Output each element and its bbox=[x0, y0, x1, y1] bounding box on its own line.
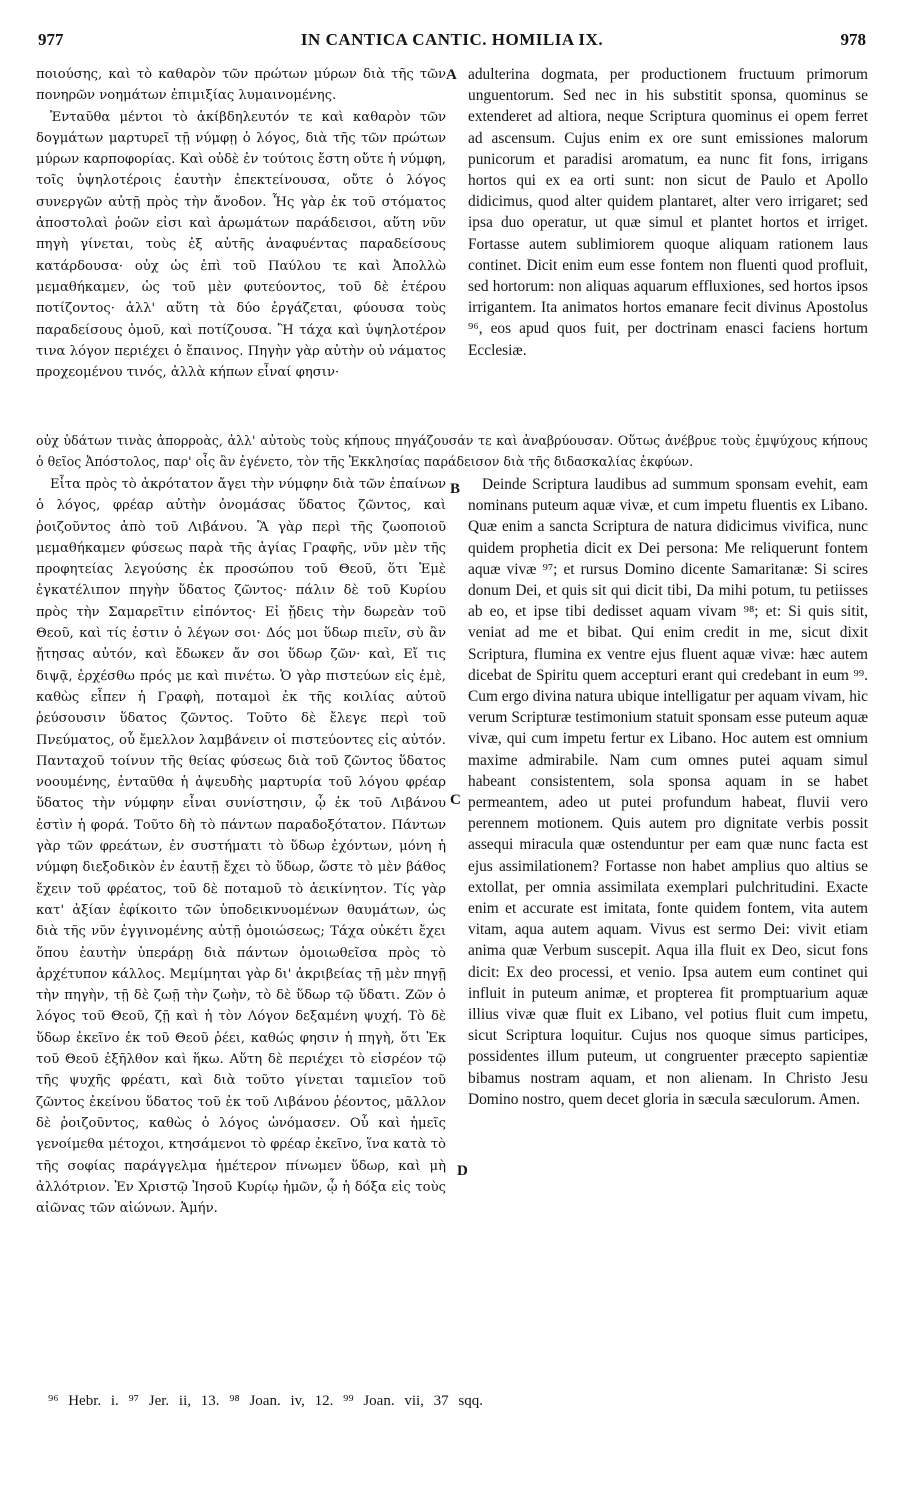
footnotes: ⁹⁶ Hebr. i. ⁹⁷ Jer. ii, 13. ⁹⁸ Joan. iv, 12. ⁹⁹ Joan. vii, 37 sqq. bbox=[48, 1393, 484, 1409]
running-title: IN CANTICA CANTIC. HOMILIA IX. bbox=[300, 30, 604, 49]
page-number-right: 978 bbox=[840, 30, 866, 49]
margin-marker-a: A bbox=[446, 67, 457, 83]
greek-column-section-2 bbox=[36, 474, 446, 1219]
full-width-greek-text: οὐχ ὑδάτων τινὰς ἀπορροὰς, ἀλλ' αὐτοὺς τοὺς κήπους πηγάζουσάν τε καὶ ἀναβρύουσαν. Οὕτως ἀνέβρυε τοὺς ἐμψύχους κήπους ὁ θεῖος Ἀπόστολος, παρ' οἷς ἂν ἐγένετο, τὸν τῆς Ἐκκλησίας παράδεισον διὰ τῆς διδασκαλίας ἐκφύων. bbox=[36, 433, 868, 469]
page-header bbox=[38, 30, 866, 56]
greek-column-section-1 bbox=[36, 64, 446, 383]
page-number-left: 977 bbox=[38, 30, 64, 49]
greek-paragraph-1: ποιούσης, καὶ τὸ καθαρὸν τῶν πρώτων μύρων διὰ τῆς τῶν πονηρῶν νοημάτων ἐπιμιξίας λυμαινομένης. bbox=[36, 67, 446, 104]
latin-column-section-2 bbox=[468, 474, 868, 1110]
margin-marker-b: B bbox=[450, 481, 461, 497]
latin-paragraph-2: Deinde Scriptura laudibus ad summum sponsam evehit, eam nominans puteum aquæ vivæ, et cum impetu fluentis ex Libano. Quæ enim a sancta Scriptura de natura didicimus vivifica, nunc quidem prophetia dicit ex Dei persona: Me reliquerunt fontem aquæ vivæ ⁹⁷; et rursus Domino dicente Samaritanæ: Si scires donum Dei, et quis sit qui dicit tibi, Da mihi potum, tu petiisses ab eo, et ipse tibi dedisset aquam vivam ⁹⁸; et: Si quis sitit, veniat ad me et bibat. Qui enim credit in me, sicut dixit Scriptura, flumina ex ventre ejus fluent aquæ vivæ: hæc autem dicebat de Spiritu quem accepturi erant qui credebant in eum ⁹⁹. Cum ergo divina natura ubique intelligatur per aquam vivam, hic verum Scripturæ testimonium statuit sponsam esse puteum aquæ vivæ, qui cum impetu fertur ex Libano. Hoc autem est omnium maxime admirabile. Nam cum omnes putei aquam simul habeant consistentem, sola sponsa aquam in se habet permeantem, adeo ut putei profundum habeat, fluvii vero perennem motionem. Quis autem pro dignitate verbis possit assequi miracula quæ ostenduntur per eam quæ nunc facta est ejus assimilationem? Fortasse non habet amplius quo altius se extollat, per omnia assimilata exemplari pulchritudini. Exacte enim et accurate est imitata, fonte quidem fontem, vita autem vitam, aqua autem aquam. Vivus est sermo Dei: vivit etiam anima quæ Verbum suscepit. Aqua illa fluit ex Deo, sicut fons dicit: Ex deo processi, et venio. Ipsa autem eum continet qui influit in puteum animæ, et propterea fit promptuarium aquæ illius vivæ quæ fluit ex Libano, vel potius fluit cum impetu, sicut Scriptura loquitur. Cujus nos quoque simus participes, possidentes illum puteum, ut congruenter præcepto sapientiæ bibamus nostram aquam, et non alienam. In Christo Jesu Domino nostro, quem decet gloria in sæcula sæculorum. Amen. bbox=[468, 476, 868, 1108]
greek-paragraph-2: Ἐνταῦθα μέντοι τὸ ἀκίβδηλευτόν τε καὶ καθαρὸν τῶν δογμάτων μαρτυρεῖ τῇ νύμφῃ ὁ λόγος, διὰ τῆς τῶν πρώτων μύρων καρποφορίας. Καὶ οὐδὲ ἐν τούτοις ἔστη οὔτε ἡ νύμφη, τοῖς ὑψηλοτέροις ἑαυτὴν ἐπεκτείνουσα, οὔτε ὁ λόγος συνεργῶν αὐτῇ πρὸς τὴν ἄνοδον. Ἧς γὰρ ἐκ τοῦ στόματος ἀποστολαὶ ῥοῶν εἰσι καὶ ἀρωμάτων παράδεισοι, αὕτη νῦν πηγὴ γίνεται, τοὺς ἐξ αὐτῆς ἀναφυέντας παραδείσους κατάρδουσα· οὐχ ὡς ἐπὶ τοῦ Παύλου τε καὶ Ἀπολλὼ μεμαθήκαμεν, ὡς τοῦ μὲν φυτεύοντος, τοῦ δὲ ἑτέρου ποτίζοντος· ἀλλ' αὕτη τὰ δύο ἐργάζεται, φύουσα τοὺς παραδείσους ὁμοῦ, καὶ ποτίζουσα. Ἢ τάχα καὶ ὑψηλοτέρον τινα λόγον περιέχει ὁ ἔπαινος. Πηγὴν γὰρ αὐτὴν οὐ νάματος προχεομένου τινός, ἀλλὰ κήπων εἶναί φησιν· bbox=[36, 109, 446, 381]
margin-marker-d: D bbox=[457, 1163, 468, 1179]
latin-column-section-1 bbox=[468, 64, 868, 361]
margin-marker-c: C bbox=[450, 792, 461, 808]
greek-paragraph-3: Εἶτα πρὸς τὸ ἀκρότατον ἄγει τὴν νύμφην διὰ τῶν ἐπαίνων ὁ λόγος, φρέαρ αὐτὴν ὀνομάσας ὕδατος ζῶντος, καὶ ῥοιζοῦντος ἀπὸ τοῦ Λιβάνου. Ἃ γὰρ περὶ τῆς ζωοποιοῦ μεμαθήκαμεν φύσεως παρὰ τῆς ἁγίας Γραφῆς, νῦν μὲν τῆς προφητείας λεγούσης ἐκ προσώπου τοῦ Θεοῦ, ὅτι Ἐμὲ ἐγκατέλιπον πηγὴν ὕδατος ζῶντος· πάλιν δὲ τοῦ Κυρίου πρὸς τὴν Σαμαρεῖτιν εἰπόντος· Εἰ ᾔδεις τὴν δωρεὰν τοῦ Θεοῦ, καὶ τίς ἐστιν ὁ λέγων σοι· Δός μοι ὕδωρ πιεῖν, σὺ ἂν ᾔτησας αὐτόν, καὶ ἔδωκεν ἄν σοι ὕδωρ ζῶν· καὶ, Εἴ τις διψᾷ, ἐρχέσθω πρός με καὶ πινέτω. Ὁ γὰρ πιστεύων εἰς ἐμὲ, καθὼς εἶπεν ἡ Γραφὴ, ποταμοὶ ἐκ τῆς κοιλίας αὐτοῦ ῥεύσουσιν ὕδατος ζῶντος. Τοῦτο δὲ ἔλεγε περὶ τοῦ Πνεύματος, οὗ ἔμελλον λαμβάνειν οἱ πιστεύοντες εἰς αὐτόν. Πανταχοῦ τοίνυν τῆς θείας φύσεως διὰ τοῦ ζῶντος ὕδατος νοουμένης, ἐνταῦθα ἡ ἀψευδὴς μαρτυρία τοῦ λόγου φρέαρ ὕδατος τὴν νύμφην εἶναι συνίστησιν, ᾧ ἐκ τοῦ Λιβάνου ἐστὶν ἡ φορά. Τοῦτο δὴ τὸ πάντων παραδοξότατον. Πάντων γὰρ τῶν φρεάτων, ἐν συστήματι τὸ ὕδωρ ἐχόντων, μόνη ἡ νύμφη διεξοδικὸν ἐν ἑαυτῇ ἔχει τὸ ὕδωρ, ὥστε τὸ μὲν βάθος ἔχειν τοῦ φρέατος, τοῦ δὲ ποταμοῦ τὸ ἀεικίνητον. Τίς γὰρ κατ' ἀξίαν ἐφίκοιτο τῶν ὑποδεικνυομένων θαυμάτων, ὡς διὰ τῆς νῦν ἐγγινομένης αὐτῇ ὁμοιώσεως; Τάχα οὐκέτι ἔχει ὅπου ἑαυτὴν ὑπεράρῃ διὰ πάντων ὁμοιωθεῖσα πρὸς τὸ ἀρχέτυπον κάλλος. Μεμίμηται γὰρ δι' ἀκριβείας τῇ μὲν πηγῇ τὴν πηγὴν, τῇ δὲ ζωῇ τὴν ζωὴν, τὸ δὲ ὕδωρ τῷ ὕδατι. Ζῶν ὁ λόγος τοῦ Θεοῦ, ζῇ καὶ ἡ τὸν Λόγον δεξαμένη ψυχή. Τὸ δὲ ὕδωρ ἐκεῖνο ἐκ τοῦ Θεοῦ ῥέει, καθώς φησιν ἡ πηγὴ, ὅτι Ἐκ τοῦ Θεοῦ ἐξῆλθον καὶ ἥκω. Αὕτη δὲ περιέχει τὸ εἰσρέον τῷ τῆς ψυχῆς φρέατι, καὶ διὰ τοῦτο γίνεται ταμιεῖον τοῦ ζῶντος ἐκείνου ὕδατος τοῦ ἐκ τοῦ Λιβάνου ῥέοντος, μᾶλλον δὲ ῥοιζοῦντος, καθὼς ὁ λόγος ὠνόμασεν. Οὗ καὶ ἡμεῖς γενοίμεθα μέτοχοι, κτησάμενοι τὸ φρέαρ ἐκεῖνο, ἵνα κατὰ τὸ τῆς σοφίας παράγγελμα ἡμέτερον πίνωμεν ὕδωρ, καὶ μὴ ἀλλότριον. Ἐν Χριστῷ Ἰησοῦ Κυρίῳ ἡμῶν, ᾧ ἡ δόξα εἰς τοὺς αἰῶνας τῶν αἰώνων. Ἀμήν. bbox=[36, 477, 446, 1217]
latin-paragraph-1: adulterina dogmata, per productionem fructuum primorum unguentorum. Sed nec in his substitit sponsa, quominus se extenderet ad altiora, neque Scriptura quominus ei opem ferret ad ascensum. Cujus enim ex ore sunt emissiones malorum punicorum et paradisi aromatum, ea nunc fit fons, irrigans hortos qui ex ea orti sunt: non sicut de Paulo et Apollo didicimus, quod alter quidem plantaret, alter vero irrigaret; sed ipsa duo operatur, ut quæ simul et plantet hortos et irriget. Fortasse autem sublimiorem quoque aliquam rationem laus continet. Dicit enim eum esse fontem non fluenti quod profluit, sed hortorum: non aliquas aquarum effluxiones, sed hortos ipsos irrigantem. Ita animatos hortos emanare fecit divinus Apostolus ⁹⁶, eos apud quos fuit, per doctrinam enasci faciens hortum Ecclesiæ. bbox=[468, 66, 868, 359]
